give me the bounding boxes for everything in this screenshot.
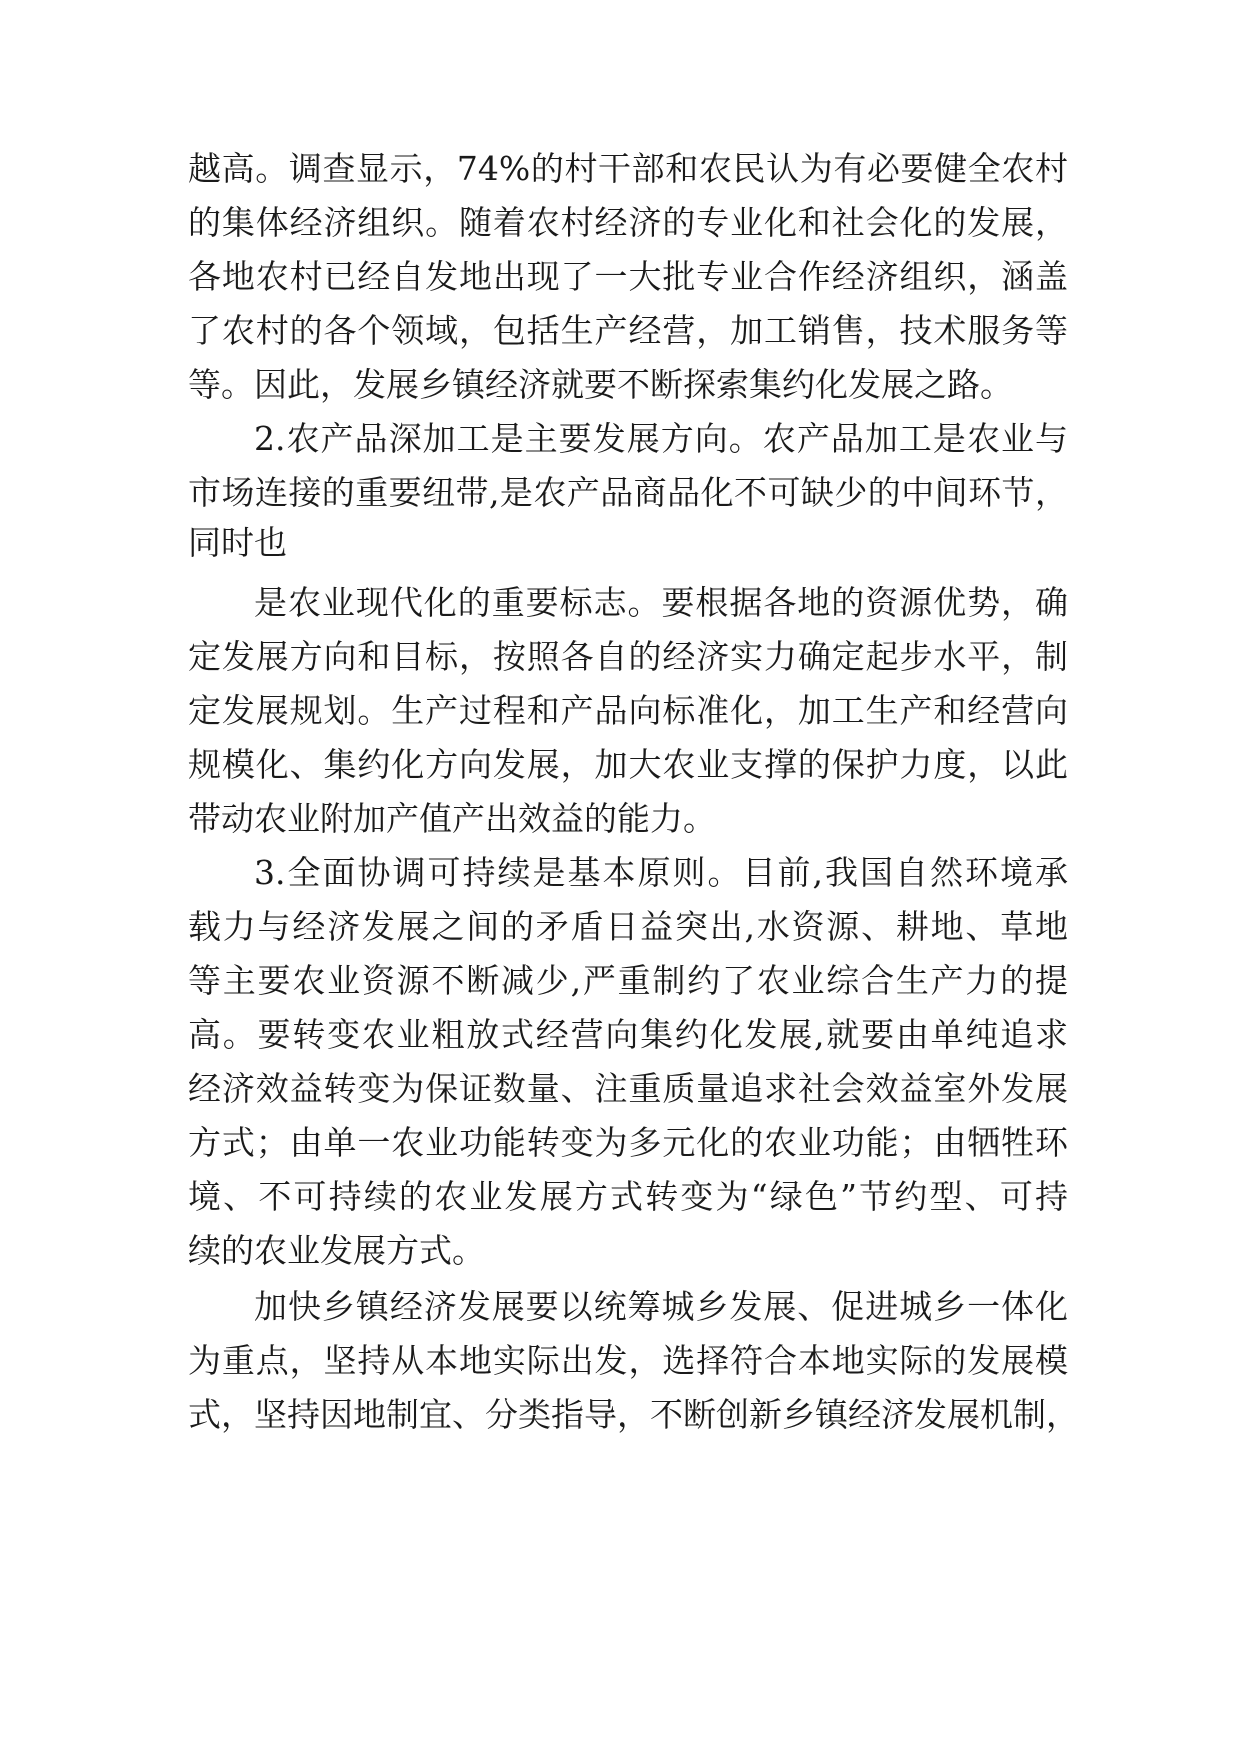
paragraph-start-line: 2.农产品深加工是主要发展方向。农产品加工是农业与	[254, 419, 1068, 458]
text-line: 同时也	[188, 523, 287, 562]
text-line: 的集体经济组织。随着农村经济的专业化和社会化的发展，	[188, 203, 1068, 242]
text-line: 续的农业发展方式。	[188, 1231, 485, 1270]
paragraph-start-line: 3.全面协调可持续是基本原则。目前,我国自然环境承	[254, 853, 1068, 892]
text-line: 等主要农业资源不断减少,严重制约了农业综合生产力的提	[188, 961, 1068, 1000]
text-line: 载力与经济发展之间的矛盾日益突出,水资源、耕地、草地	[188, 907, 1068, 946]
text-line: 为重点，坚持从本地实际出发，选择符合本地实际的发展模	[188, 1341, 1068, 1380]
text-line: 定发展方向和目标，按照各自的经济实力确定起步水平，制	[188, 637, 1068, 676]
text-line: 等。因此，发展乡镇经济就要不断探索集约化发展之路。	[188, 365, 1013, 404]
paragraph-start-line: 是农业现代化的重要标志。要根据各地的资源优势，确	[254, 583, 1068, 622]
text-line: 市场连接的重要纽带,是农产品商品化不可缺少的中间环节，	[188, 473, 1068, 512]
text-line: 越高。调查显示，74%的村干部和农民认为有必要健全农村	[188, 149, 1068, 188]
text-line: 高。要转变农业粗放式经营向集约化发展,就要由单纯追求	[188, 1015, 1068, 1054]
text-line: 方式；由单一农业功能转变为多元化的农业功能；由牺牲环	[188, 1123, 1068, 1162]
paragraph-start-line: 加快乡镇经济发展要以统筹城乡发展、促进城乡一体化	[254, 1287, 1068, 1326]
text-line: 式，坚持因地制宜、分类指导，不断创新乡镇经济发展机制，	[188, 1395, 1079, 1434]
text-line: 境、不可持续的农业发展方式转变为“绿色”节约型、可持	[188, 1177, 1068, 1216]
text-line: 了农村的各个领域，包括生产经营，加工销售，技术服务等	[188, 311, 1068, 350]
text-line: 规模化、集约化方向发展，加大农业支撑的保护力度，以此	[188, 745, 1068, 784]
text-line: 各地农村已经自发地出现了一大批专业合作经济组织，涵盖	[188, 257, 1068, 296]
text-line: 经济效益转变为保证数量、注重质量追求社会效益室外发展	[188, 1069, 1068, 1108]
text-line: 定发展规划。生产过程和产品向标准化，加工生产和经营向	[188, 691, 1068, 730]
text-line: 带动农业附加产值产出效益的能力。	[188, 799, 716, 838]
